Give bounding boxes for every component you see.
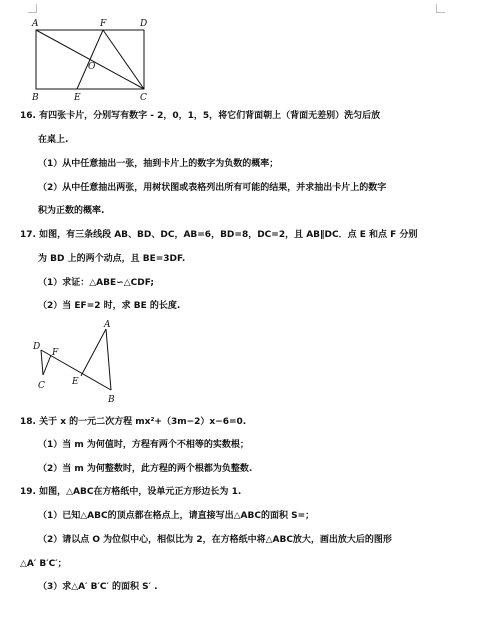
q19-part1: （1）已知△ABC的顶点都在格点上，请直接写出△ABC的面积 S=；	[38, 511, 315, 521]
q19-part2-line2: △A′ B′C′；	[20, 559, 67, 569]
label-o: O	[88, 62, 96, 72]
figure-segments	[26, 318, 136, 408]
q19-part2-line1: （2）请以点 O 为位似中心，相似比为 2，在方格纸中将△ABC放大，画出放大后的图形	[38, 535, 392, 545]
q17-part2: （2）当 EF=2 时，求 BE 的长度.	[38, 301, 181, 311]
q17-stem-line2: 为 BD 上的两个动点，且 BE=3DF.	[38, 254, 186, 264]
q18-part2: （2）当 m 为何整数时，此方程的两个根都为负整数.	[38, 464, 253, 474]
label-d: D	[33, 342, 41, 352]
label-b: B	[108, 395, 115, 405]
label-f: F	[100, 19, 107, 29]
q16-part2-line1: （2）从中任意抽出两张，用树状图或表格列出所有可能的结果，并求抽出卡片上的数字	[38, 183, 387, 193]
segment-ab	[106, 329, 111, 390]
label-d: D	[140, 19, 148, 29]
q19-stem: 19. 如图，△ABC在方格纸中，设单元正方形边长为 1.	[20, 487, 242, 497]
segment-dc	[41, 350, 43, 375]
q18-part1: （1）当 m 为何值时，方程有两个不相等的实数根；	[38, 440, 249, 450]
page-corner-mark	[436, 4, 445, 13]
label-a: A	[104, 320, 111, 330]
q19-part3: （3）求△A′ B′C′ 的面积 S′ .	[38, 582, 158, 592]
segment-ae	[81, 329, 106, 376]
q16-stem-line1: 16. 有四张卡片，分别写有数字 - 2，0，1，5，将它们背面朝上（背面无差别）洗匀后放	[20, 111, 381, 121]
segment-fe	[77, 30, 103, 89]
q18-stem: 18. 关于 x 的一元二次方程 mx²+（3m−2）x−6=0.	[20, 417, 247, 427]
segment-fc	[103, 30, 144, 89]
q16-stem-line2: 在桌上.	[38, 135, 69, 145]
label-f: F	[52, 348, 59, 358]
segment-cf	[43, 355, 51, 375]
label-b: B	[32, 93, 39, 103]
q17-stem-line1: 17. 如图，有三条线段 AB、BD、DC，AB=6，BD=8，DC=2，且 AB∥DC．点 E 和点 F 分别	[20, 230, 418, 240]
q17-part1: （1）求证：△ABE∽△CDF;	[38, 278, 154, 288]
label-e: E	[72, 377, 79, 387]
label-a: A	[32, 19, 39, 29]
label-c: C	[140, 93, 147, 103]
q16-part1: （1）从中任意抽出一张，抽到卡片上的数字为负数的概率；	[38, 159, 279, 169]
label-c: C	[38, 381, 45, 391]
figure-rectangle	[26, 14, 156, 104]
q16-part2-line2: 积为正数的概率.	[38, 206, 105, 216]
page-corner-mark	[28, 4, 37, 13]
label-e: E	[74, 93, 81, 103]
